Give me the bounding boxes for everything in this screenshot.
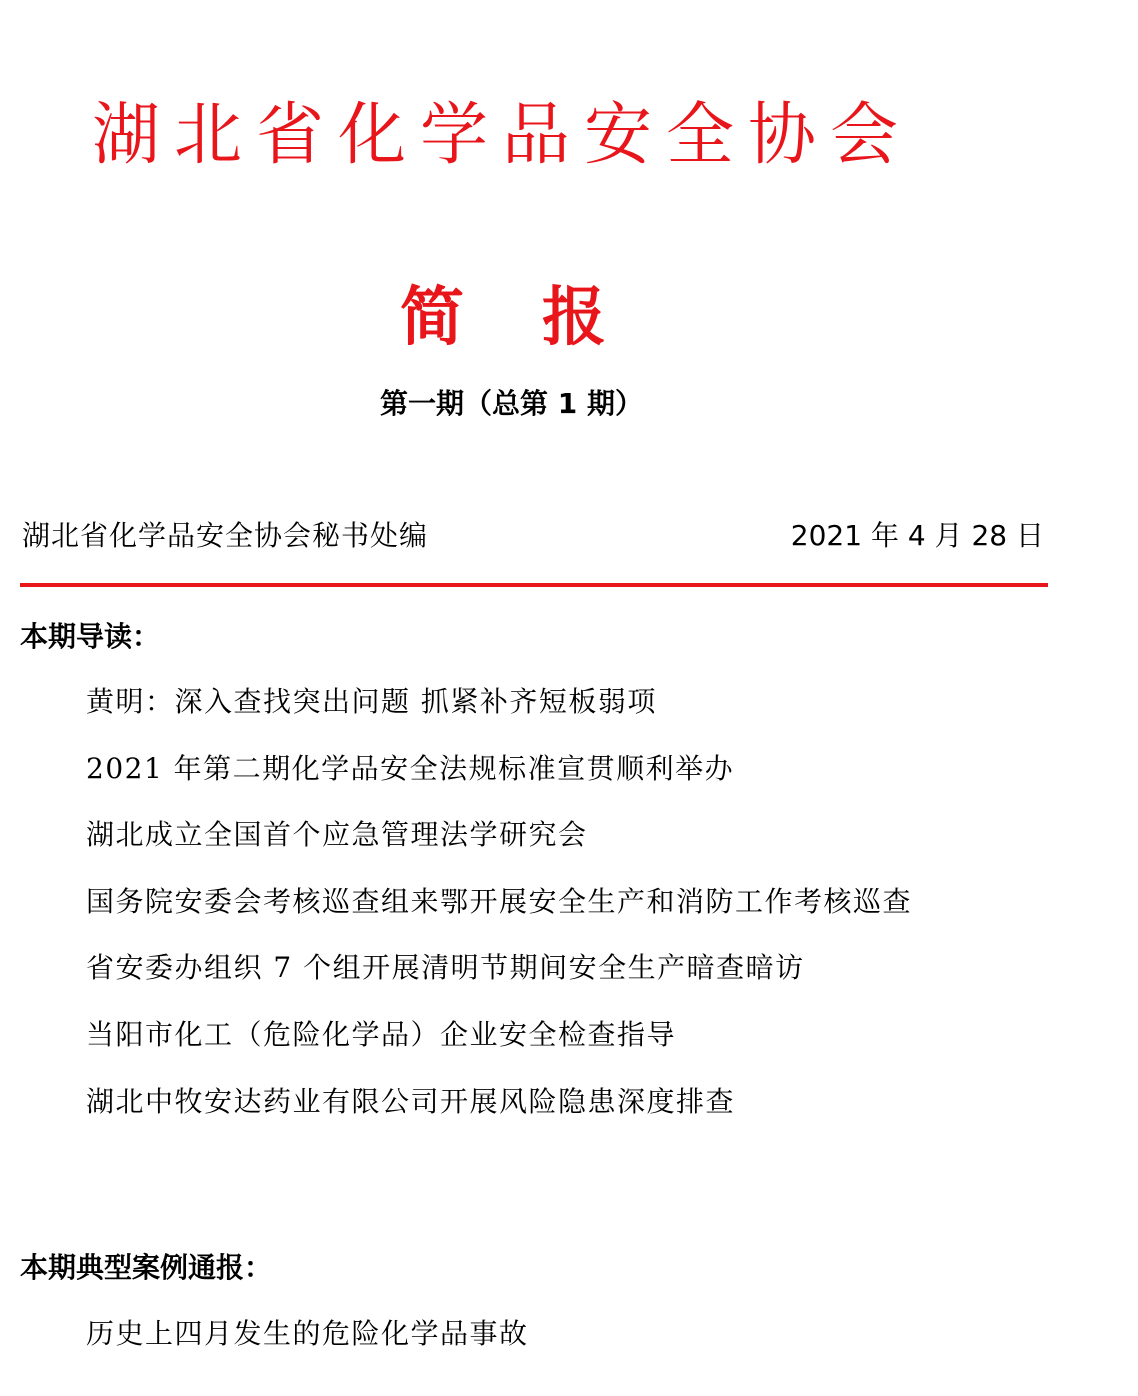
- organization-title: 湖北省化学品安全协会: [92, 96, 913, 175]
- guide-item: 国务院安委会考核巡查组来鄂开展安全生产和消防工作考核巡查: [86, 884, 913, 918]
- bulletin-title: [400, 278, 606, 358]
- guide-item: 湖北中牧安达药业有限公司开展风险隐患深度排查: [86, 1084, 736, 1118]
- guide-item: 黄明：深入查找突出问题 抓紧补齐短板弱项: [86, 685, 657, 718]
- guide-list: [86, 680, 912, 1146]
- editor-line: 湖北省化学品安全协会秘书处编: [22, 519, 429, 552]
- bulletin-title-char: 简: [400, 281, 464, 355]
- publish-date: 2021 年 4 月 28 日: [790, 519, 1044, 552]
- header-divider: [20, 583, 1048, 587]
- guide-item: 湖北成立全国首个应急管理法学研究会: [86, 818, 588, 852]
- issue-number: 第一期（总第 1 期）: [380, 387, 643, 420]
- bulletin-title-char: 报: [542, 281, 606, 355]
- guide-item: 2021 年第二期化学品安全法规标准宣贯顺利举办: [86, 751, 735, 785]
- guide-item: 当阳市化工（危险化学品）企业安全检查指导: [86, 1017, 677, 1051]
- case-item: 历史上四月发生的危险化学品事故: [86, 1317, 529, 1350]
- guide-item: 省安委办组织 7 个组开展清明节期间安全生产暗查暗访: [86, 951, 805, 985]
- guide-heading: 本期导读：: [20, 620, 161, 653]
- case-list: [86, 1312, 529, 1356]
- cases-heading: 本期典型案例通报：: [20, 1251, 273, 1284]
